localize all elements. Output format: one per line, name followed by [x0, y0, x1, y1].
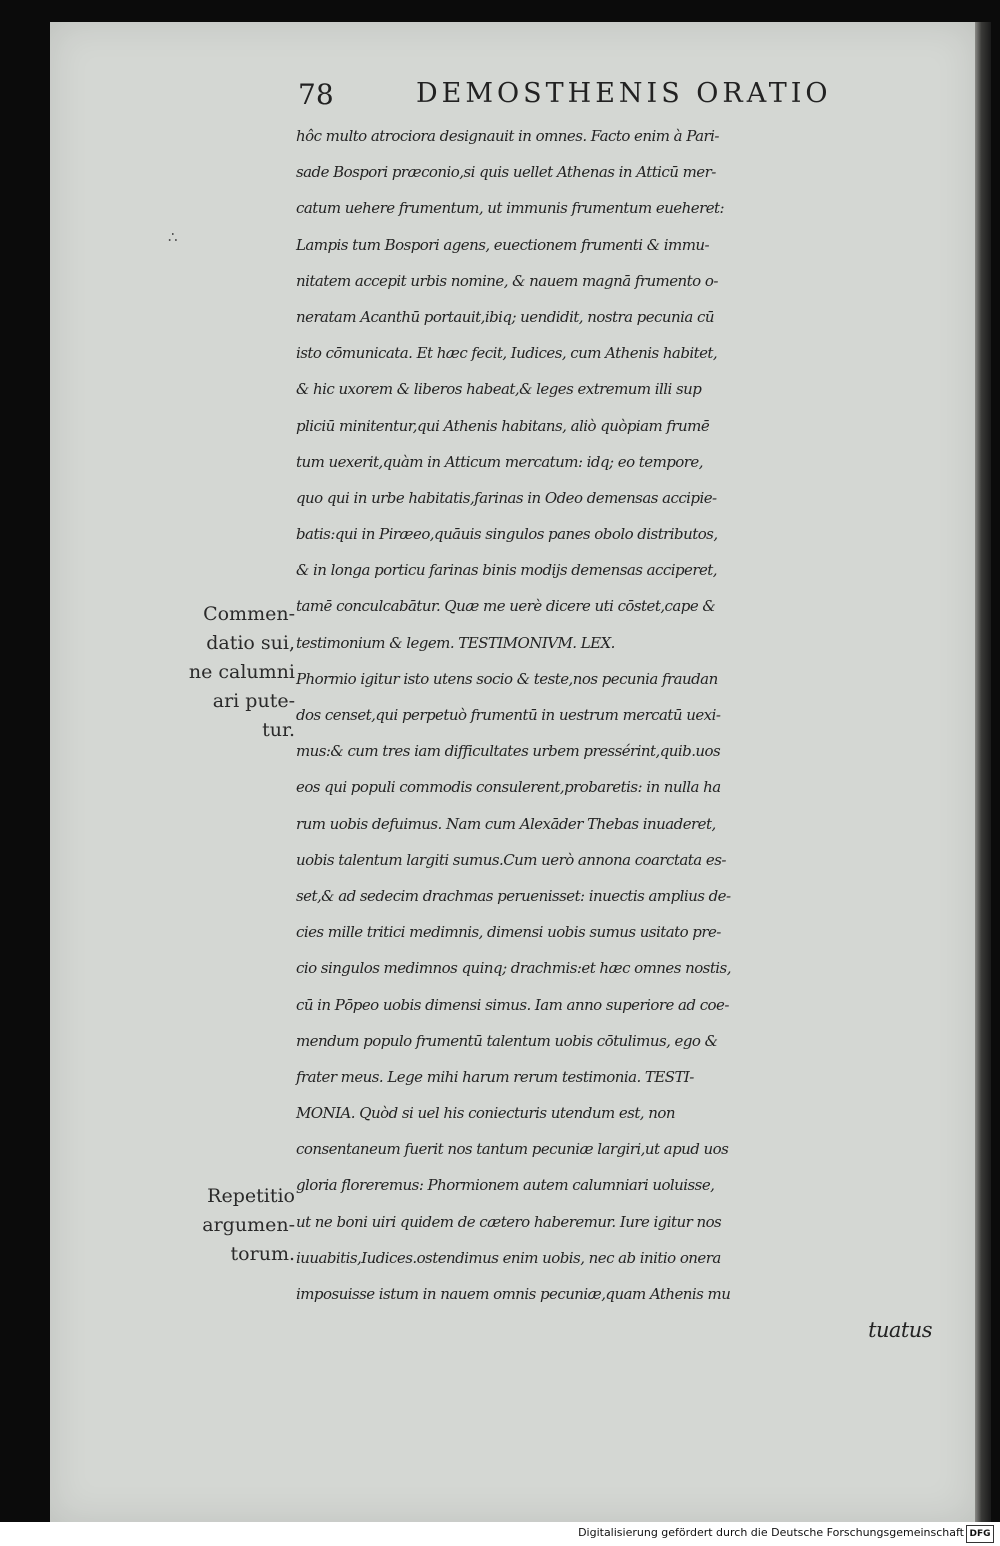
text-line: Lampis tum Bospori agens, euectionem frumenti & immu- [296, 235, 709, 254]
text-line: quo qui in urbe habitatis,farinas in Odeo demensas accipie- [296, 488, 717, 507]
margin-note-line: argumen- [202, 1214, 295, 1236]
text-line: gloria floreremus: Phormionem autem calumniari uoluisse, [296, 1176, 715, 1195]
text-line: iuuabitis,Iudices.ostendimus enim uobis, nec ab initio onera [296, 1248, 721, 1267]
text-line: frater meus. Lege mihi harum rerum testimonia. TESTI- [296, 1067, 694, 1086]
main-text-block [296, 118, 946, 1348]
margin-note-line: tur. [262, 719, 295, 741]
text-line: isto cōmunicata. Et hæc fecit, Iudices, cum Athenis habitet, [296, 344, 718, 363]
margin-note-line: datio sui, [206, 632, 295, 654]
text-line: ut ne boni uiri quidem de cætero haberemur. Iure igitur nos [296, 1212, 722, 1231]
text-line: pliciū minitentur,qui Athenis habitans, aliò quòpiam frumē [296, 416, 710, 435]
margin-note-1 [189, 600, 295, 745]
running-head-title: DEMOSTHENIS ORATIO [416, 78, 832, 109]
text-line: rum uobis defuimus. Nam cum Alexāder Thebas inuaderet, [296, 814, 716, 833]
text-line: nitatem accepit urbis nomine, & nauem magnā frumento o- [296, 271, 718, 290]
text-line: mendum populo frumentū talentum uobis cōtulimus, ego & [296, 1031, 718, 1050]
margin-note-line: ne calumni [188, 661, 295, 683]
margin-note-line: ari pute- [212, 690, 295, 712]
text-line: tamē conculcabātur. Quæ me uerè dicere uti cōstet,cape & [296, 597, 716, 616]
margin-note-line: Repetitio [207, 1185, 295, 1207]
text-line: tum uexerit,quàm in Atticum mercatum: idq; eo tempore, [296, 452, 703, 471]
text-line: catum uehere frumentum, ut immunis frumentum eueheret: [296, 199, 724, 218]
margin-note-line: Commen- [203, 603, 295, 625]
running-header [298, 76, 858, 116]
text-line: batis:qui in Piræeo,quāuis singulos panes obolo distributos, [296, 525, 718, 544]
funding-credit: Digitalisierung gefördert durch die Deutsche Forschungsgemeinschaft [578, 1526, 964, 1539]
text-line: MONIA. Quòd si uel his coniecturis utendum est, non [296, 1104, 675, 1123]
margin-note-line: torum. [230, 1243, 295, 1265]
text-line: mus:& cum tres iam difficultates urbem pressérint,quib.uos [296, 742, 721, 761]
text-line: cies mille tritici medimnis, dimensi uobis sumus usitato pre- [296, 923, 721, 942]
page-edge [975, 22, 991, 1522]
text-line: hôc multo atrociora designauit in omnes. Facto enim à Pari- [296, 127, 719, 145]
text-line: sade Bospori præconio,si quis uellet Athenas in Atticū mer- [296, 163, 716, 182]
text-line: & in longa porticu farinas binis modijs demensas acciperet, [296, 561, 717, 580]
margin-note-2 [202, 1182, 295, 1269]
text-line: set,& ad sedecim drachmas peruenisset: inuectis amplius de- [296, 886, 731, 905]
text-line: Phormio igitur isto utens socio & teste,nos pecunia fraudan [296, 669, 718, 688]
text-line: uobis talentum largiti sumus.Cum uerò annona coarctata es- [296, 850, 726, 869]
text-line: imposuisse istum in nauem omnis pecuniæ,quam Athenis mu [296, 1285, 731, 1303]
catchword: tuatus [868, 1318, 932, 1343]
text-line: cū in Pōpeo uobis dimensi simus. Iam anno superiore ad coe- [296, 995, 729, 1014]
page-number: 78 [298, 78, 334, 111]
text-line: dos censet,qui perpetuò frumentū in uestrum mercatū uexi- [296, 706, 721, 724]
text-line: eos qui populi commodis consulerent,probaretis: in nulla ha [296, 778, 721, 797]
dfg-logo-icon: DFG [966, 1525, 994, 1543]
text-line: cio singulos medimnos quinq; drachmis:et hæc omnes nostis, [296, 959, 731, 978]
text-line: neratam Acanthū portauit,ibiq; uendidit, nostra pecunia cū [296, 307, 714, 326]
stray-marks: ∴ [168, 228, 178, 246]
text-line: & hic uxorem & liberos habeat,& leges extremum illi sup [296, 380, 702, 399]
text-line: consentaneum fuerit nos tantum pecuniæ largiri,ut apud uos [296, 1140, 729, 1159]
text-line: testimonium & legem. TESTIMONIVM. LEX. [296, 633, 615, 652]
